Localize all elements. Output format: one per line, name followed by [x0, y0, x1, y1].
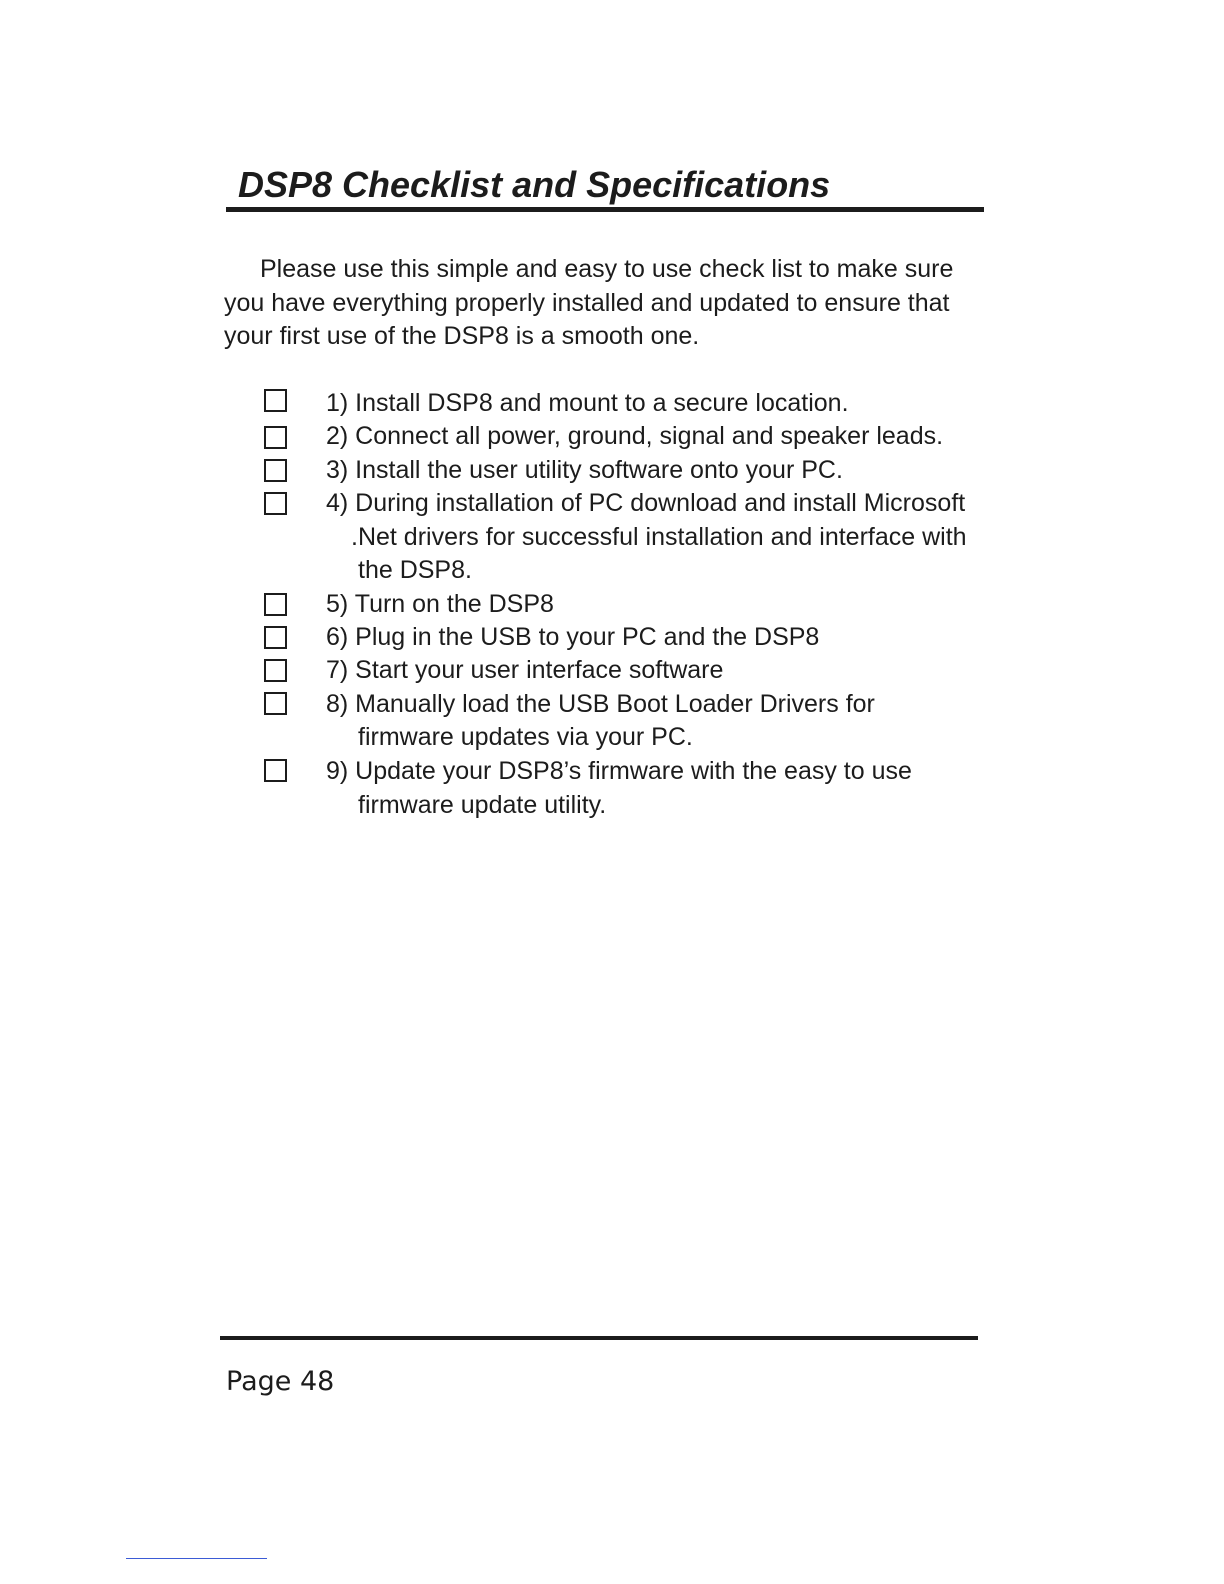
- checklist-item-4-text: .Net drivers for successful installation and interface with: [351, 523, 967, 551]
- checkbox-item-1[interactable]: [264, 389, 287, 412]
- intro-line: you have everything properly installed and updated to ensure that: [224, 288, 950, 317]
- intro-line: your first use of the DSP8 is a smooth one.: [224, 322, 700, 350]
- checklist-item-8-text: firmware updates via your PC.: [358, 723, 693, 751]
- checkbox-item-8[interactable]: [264, 692, 287, 715]
- intro-line: Please use this simple and easy to use check list to make sure: [260, 255, 954, 283]
- checklist-item-9-text: firmware update utility.: [358, 791, 607, 819]
- checklist-item-2-text: 2) Connect all power, ground, signal and speaker leads.: [326, 422, 944, 450]
- page-number-value: 48: [299, 1366, 335, 1397]
- page-title: DSP8 Checklist and Specifications: [238, 164, 831, 205]
- page-number: [226, 1366, 334, 1397]
- checkbox-item-5[interactable]: [264, 593, 287, 616]
- checklist-item-3-text: 3) Install the user utility software onto your PC.: [326, 456, 843, 484]
- checklist-item-4-text: the DSP8.: [358, 556, 472, 584]
- checkbox-item-2[interactable]: [264, 426, 287, 449]
- checklist-item-7-text: 7) Start your user interface software: [326, 656, 724, 684]
- page-number-label: Page: [226, 1366, 292, 1397]
- link-underline: [126, 1558, 267, 1559]
- checkbox-item-7[interactable]: [264, 659, 287, 682]
- checkbox-item-4[interactable]: [264, 492, 287, 515]
- checkbox-item-9[interactable]: [264, 759, 287, 782]
- checklist-item-4-text: 4) During installation of PC download and install Microsoft: [326, 489, 966, 517]
- checklist-item-9-text: 9) Update your DSP8’s firmware with the easy to use: [326, 757, 912, 785]
- checklist-item-6-text: 6) Plug in the USB to your PC and the DSP8: [326, 623, 820, 651]
- checklist-item-5-text: 5) Turn on the DSP8: [326, 590, 554, 618]
- checkbox-item-3[interactable]: [264, 459, 287, 482]
- footer-rule: [220, 1336, 978, 1340]
- checklist-item-8-text: 8) Manually load the USB Boot Loader Drivers for: [326, 690, 875, 718]
- checkbox-item-6[interactable]: [264, 626, 287, 649]
- checklist-item-1-text: 1) Install DSP8 and mount to a secure location.: [326, 389, 849, 417]
